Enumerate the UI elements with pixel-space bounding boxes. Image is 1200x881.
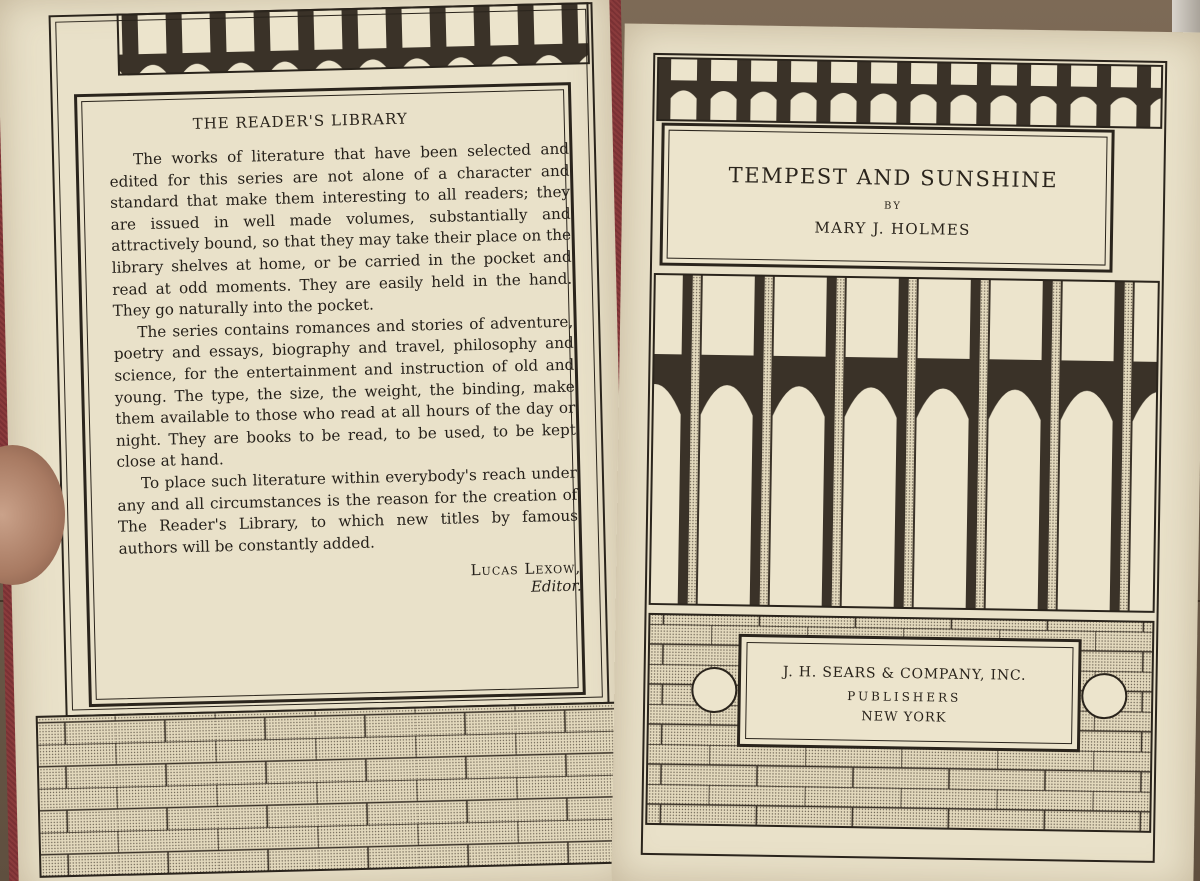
publisher-city: NEW YORK	[861, 709, 947, 726]
publisher-role: PUBLISHERS	[847, 689, 962, 705]
editor-role: Editor.	[530, 576, 582, 596]
title-page-ornament	[611, 23, 1200, 881]
library-heading: THE READER'S LIBRARY	[192, 109, 408, 133]
book-author: MARY J. HOLMES	[814, 218, 971, 239]
description-paragraph: The series contains romances and stories of adventure, poetry and essays, biography and travel, philosophy and science, for the entertainment and instruction of old and young. The type, the size, the weight, the binding, make them available to those who read at all hours of the day or night. They are books to be read, to be used, to be kept close at hand.	[113, 312, 577, 472]
byline-label: BY	[883, 200, 902, 212]
description-paragraph: To place such literature within everybody's reach under any and all circumstances is the reason for the creation of The Reader's Library, to which new titles by famous authors will be constantly added.	[117, 463, 579, 558]
editor-name: Lucas Lexow,	[470, 558, 582, 580]
right-page	[611, 23, 1200, 881]
book-title: TEMPEST AND SUNSHINE	[728, 163, 1059, 193]
description-paragraph: The works of literature that have been selected and edited for this series are not alone of a character and standard that make them interesting to all readers; they are issued in well made volumes, substantially and attractively bound, so that they may take their place on the library shelves at home, or be carried in the pocket and read at odd moments. They are easily held in the hand. They go naturally into the pocket.	[109, 139, 573, 321]
publisher-name: J. H. SEARS & COMPANY, INC.	[782, 664, 1027, 684]
library-description	[109, 139, 579, 560]
editor-signature	[391, 559, 582, 600]
